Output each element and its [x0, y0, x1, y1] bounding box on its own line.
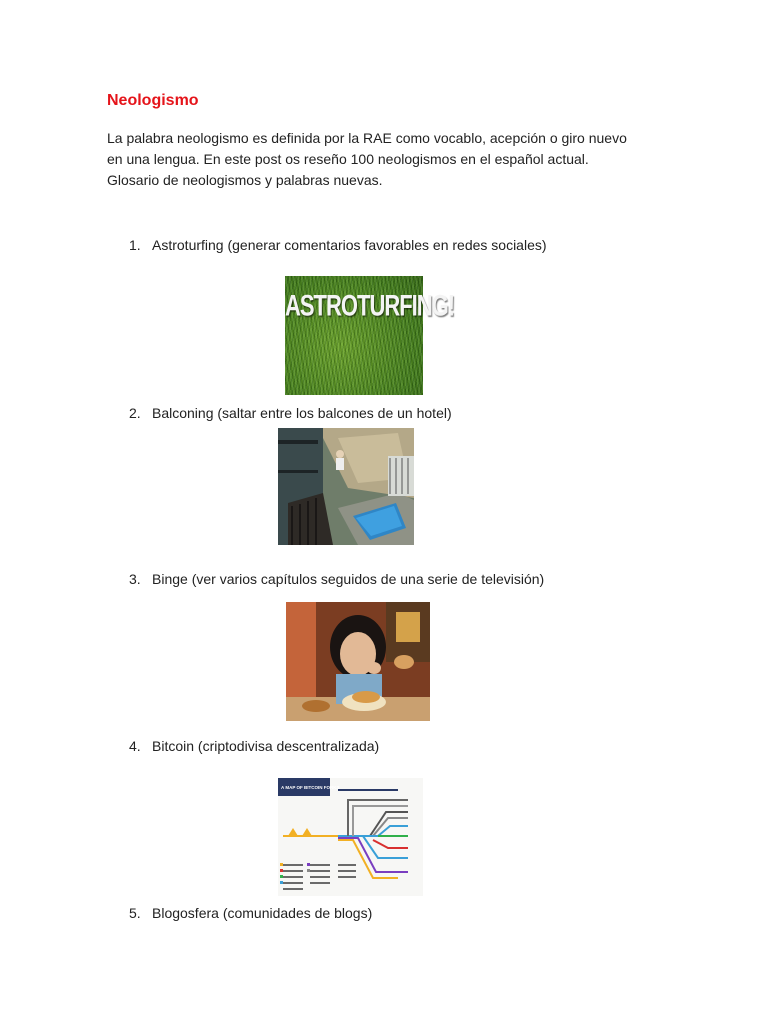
list-item-number: 4.: [129, 738, 141, 754]
list-item-blogosfera: [129, 905, 372, 921]
list-item-text: Binge (ver varios capítulos seguidos de una serie de televisión): [152, 571, 545, 587]
binge-photo: [286, 602, 430, 721]
list-item-number: 5.: [129, 905, 141, 921]
list-item-astroturfing: [129, 237, 547, 253]
astroturfing-image: [285, 276, 455, 395]
list-item-number: 2.: [129, 405, 141, 421]
list-item-text: Bitcoin (criptodivisa descentralizada): [152, 738, 380, 754]
intro-paragraph: La palabra neologismo es definida por la RAE como vocablo, acepción o giro nuevo en una lengua. En este post os reseño 100 neologismos en el español actual. Glosario de neologismos y palabras nuevas.: [107, 130, 627, 188]
bitcoin-forks-map: [278, 778, 423, 896]
list-item-balconing: [129, 405, 452, 421]
balconing-photo: [278, 428, 414, 545]
list-item-text: Astroturfing (generar comentarios favorables en redes sociales): [152, 237, 547, 253]
list-item-text: Balconing (saltar entre los balcones de un hotel): [152, 405, 452, 421]
bitcoin-map-title: A MAP OF BITCOIN FORKS: [281, 785, 340, 790]
page-title: Neologismo: [107, 92, 199, 109]
list-item-number: 1.: [129, 237, 141, 253]
list-item-text: Blogosfera (comunidades de blogs): [152, 905, 373, 921]
list-item-bitcoin: [129, 738, 379, 754]
astroturfing-image-caption: ASTROTURFING!: [285, 288, 455, 323]
list-item-number: 3.: [129, 571, 141, 587]
bitcoin-forks-map-drawing: [278, 778, 423, 896]
binge-photo-drawing: [286, 602, 430, 721]
balconing-photo-drawing: [278, 428, 414, 545]
list-item-binge: [129, 571, 544, 587]
